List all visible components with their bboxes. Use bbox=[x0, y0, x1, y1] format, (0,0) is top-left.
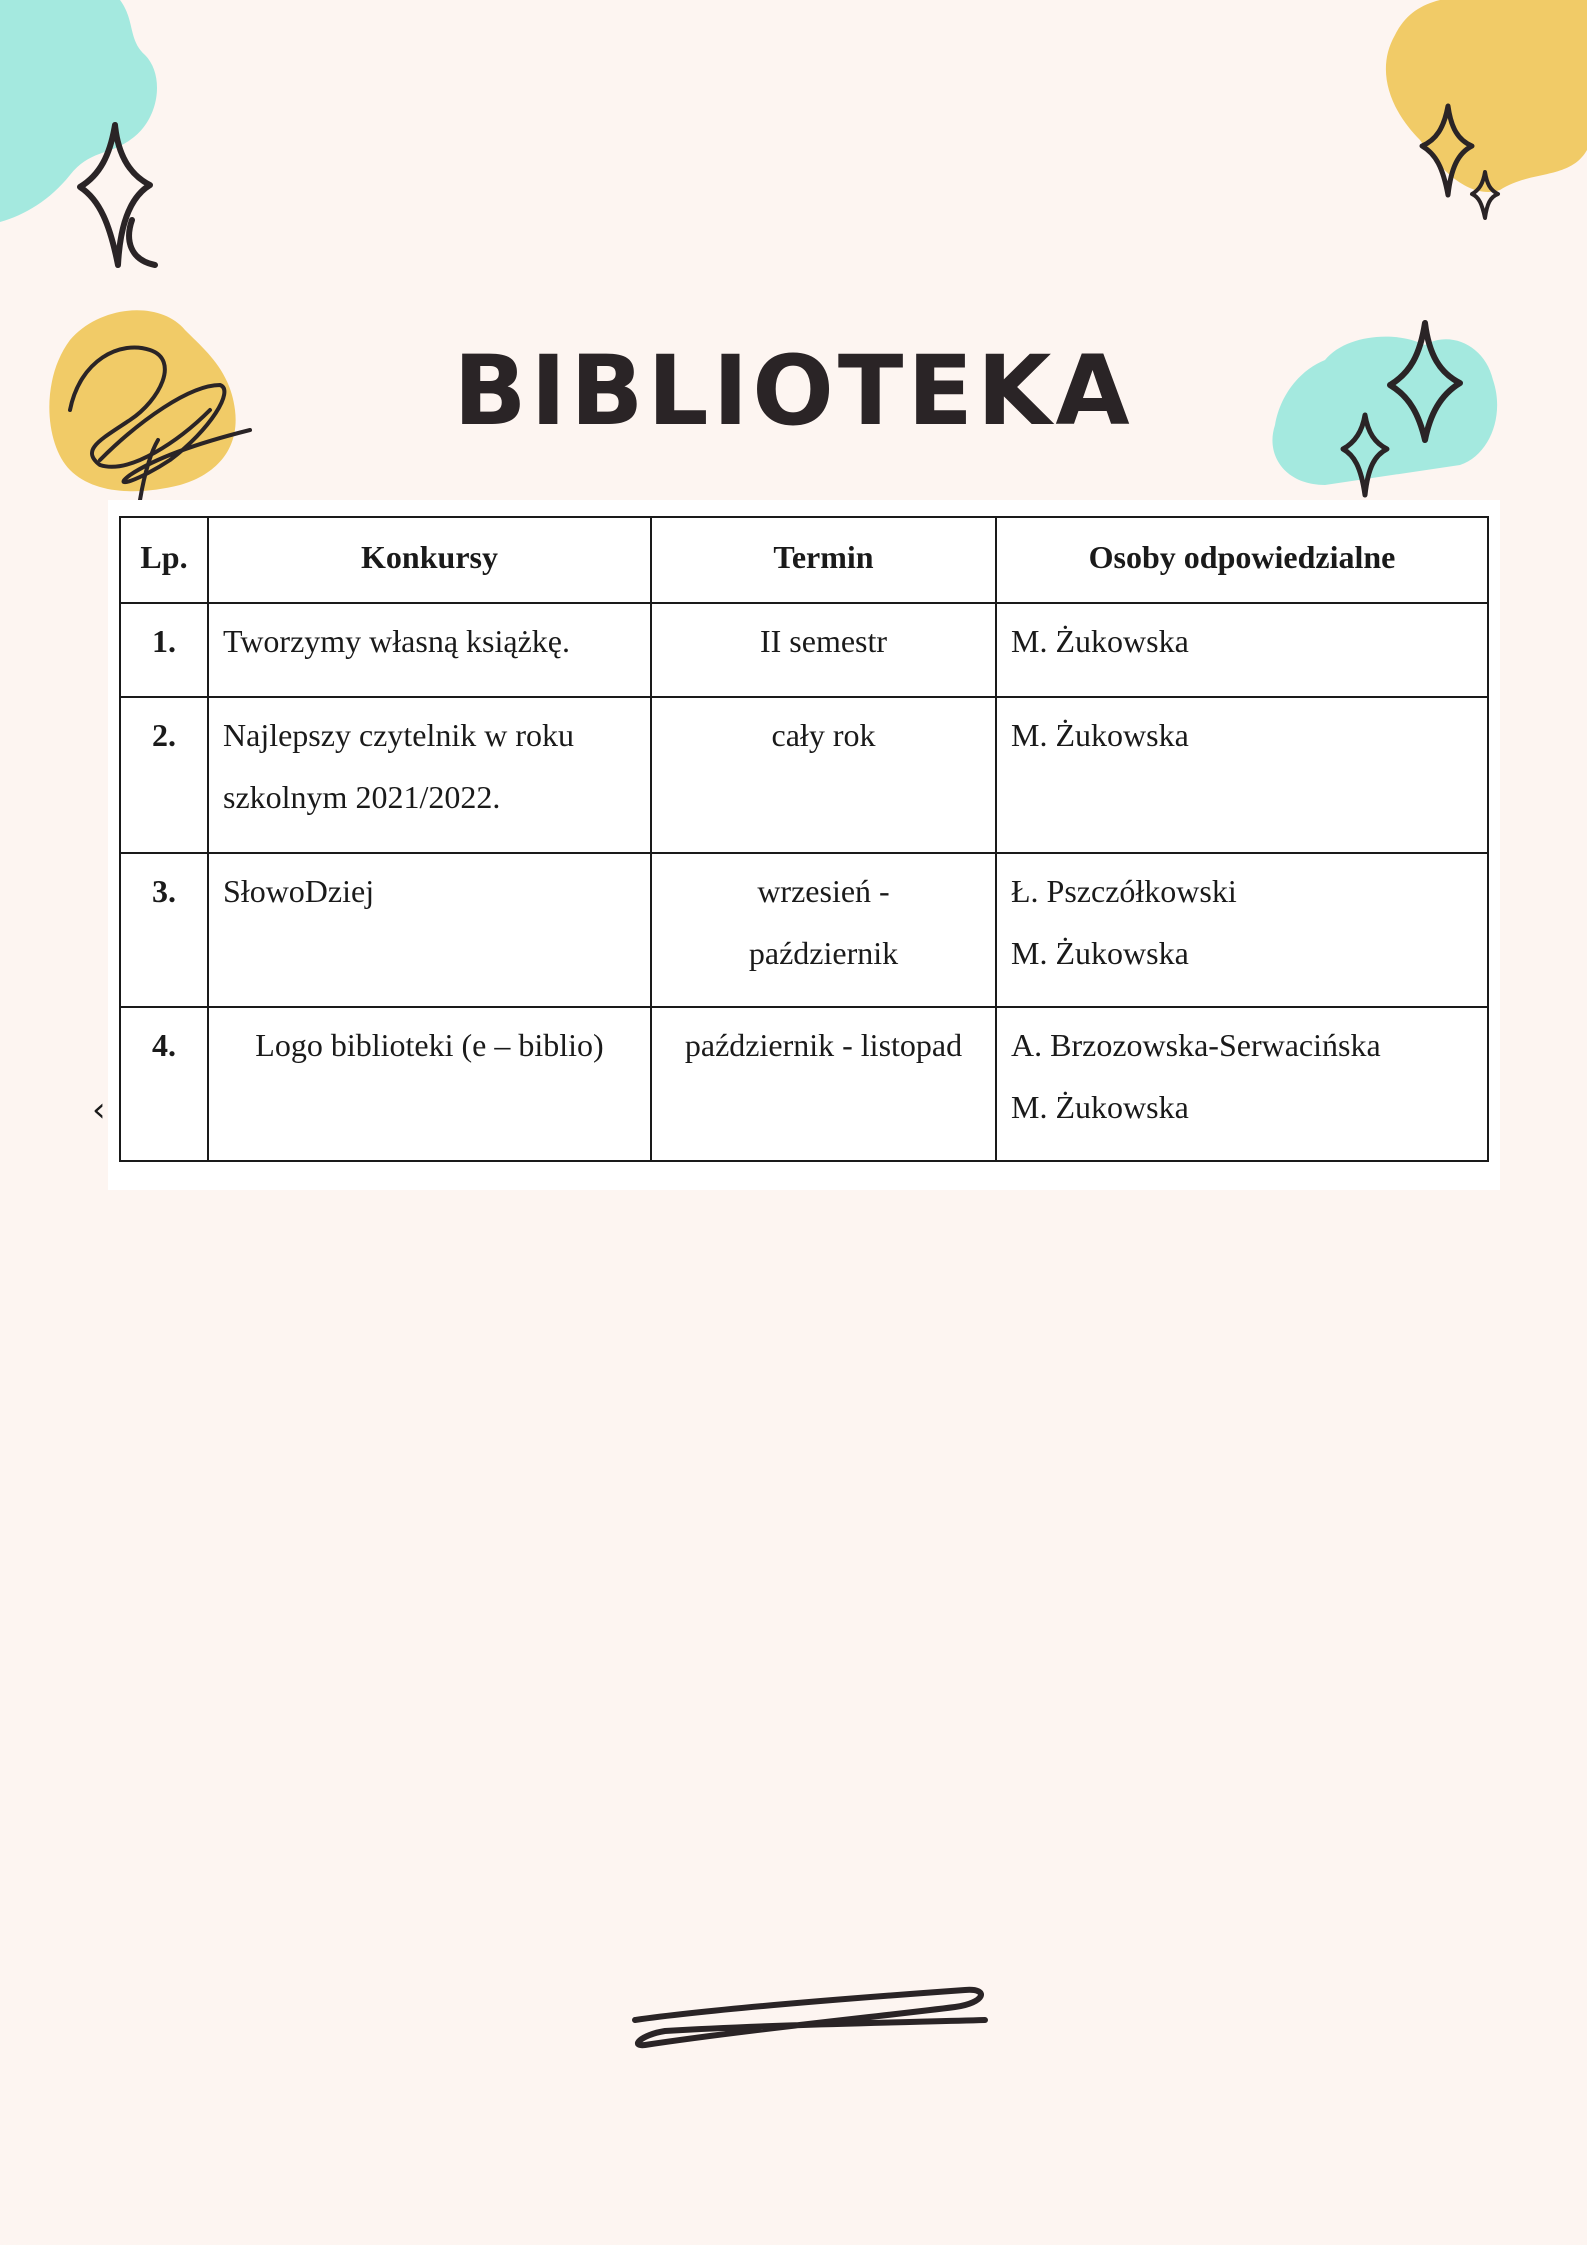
table-row bbox=[120, 603, 1488, 697]
competition-term bbox=[651, 603, 996, 697]
table-row bbox=[120, 1007, 1488, 1161]
term-line: październik bbox=[748, 935, 899, 971]
competition-name bbox=[208, 603, 651, 697]
responsible-persons bbox=[996, 697, 1488, 853]
column-header-osoby: Osoby odpowiedzialne bbox=[996, 517, 1488, 603]
row-number: 2. bbox=[120, 697, 208, 853]
competitions-table bbox=[119, 516, 1489, 1162]
person-line: M. Żukowska bbox=[1011, 1089, 1189, 1125]
row-number: 1. bbox=[120, 603, 208, 697]
term-line: cały rok bbox=[771, 717, 876, 753]
competition-term bbox=[651, 697, 996, 853]
responsible-persons bbox=[996, 1007, 1488, 1161]
term-line: październik - listopad bbox=[684, 1027, 963, 1063]
person-line: M. Żukowska bbox=[1011, 935, 1189, 971]
column-header-lp: Lp. bbox=[120, 517, 208, 603]
sparkles-icon bbox=[1410, 100, 1510, 225]
competition-name-line: SłowoDziej bbox=[223, 873, 375, 909]
person-line: M. Żukowska bbox=[1011, 717, 1189, 753]
row-number: 4. bbox=[120, 1007, 208, 1161]
competition-name bbox=[208, 853, 651, 1007]
table-header-row bbox=[120, 517, 1488, 603]
chevron-left-icon: ‹ bbox=[92, 1090, 106, 1130]
competition-name bbox=[208, 1007, 651, 1161]
sparkle-icon bbox=[60, 115, 170, 285]
term-line: wrzesień - bbox=[757, 873, 890, 909]
term-line: II semestr bbox=[759, 623, 888, 659]
competition-name-line: Najlepszy czytelnik w roku bbox=[223, 717, 574, 753]
competition-name-line: szkolnym 2021/2022. bbox=[223, 779, 501, 815]
column-header-konkursy: Konkursy bbox=[208, 517, 651, 603]
person-line: M. Żukowska bbox=[1011, 623, 1189, 659]
person-line: A. Brzozowska-Serwacińska bbox=[1011, 1027, 1381, 1063]
competition-term bbox=[651, 853, 996, 1007]
competition-name-line: Tworzymy własną książkę. bbox=[223, 623, 570, 659]
page-title: BIBLIOTEKA bbox=[453, 335, 1134, 447]
scribble-line-decoration bbox=[625, 1975, 995, 2065]
table-container bbox=[108, 500, 1500, 1190]
competition-term bbox=[651, 1007, 996, 1161]
responsible-persons bbox=[996, 603, 1488, 697]
responsible-persons bbox=[996, 853, 1488, 1007]
competition-name bbox=[208, 697, 651, 853]
competition-name-line: Logo biblioteki (e – biblio) bbox=[255, 1027, 604, 1063]
table-row bbox=[120, 853, 1488, 1007]
column-header-termin: Termin bbox=[651, 517, 996, 603]
row-number: 3. bbox=[120, 853, 208, 1007]
table-row bbox=[120, 697, 1488, 853]
person-line: Ł. Pszczółkowski bbox=[1011, 873, 1237, 909]
